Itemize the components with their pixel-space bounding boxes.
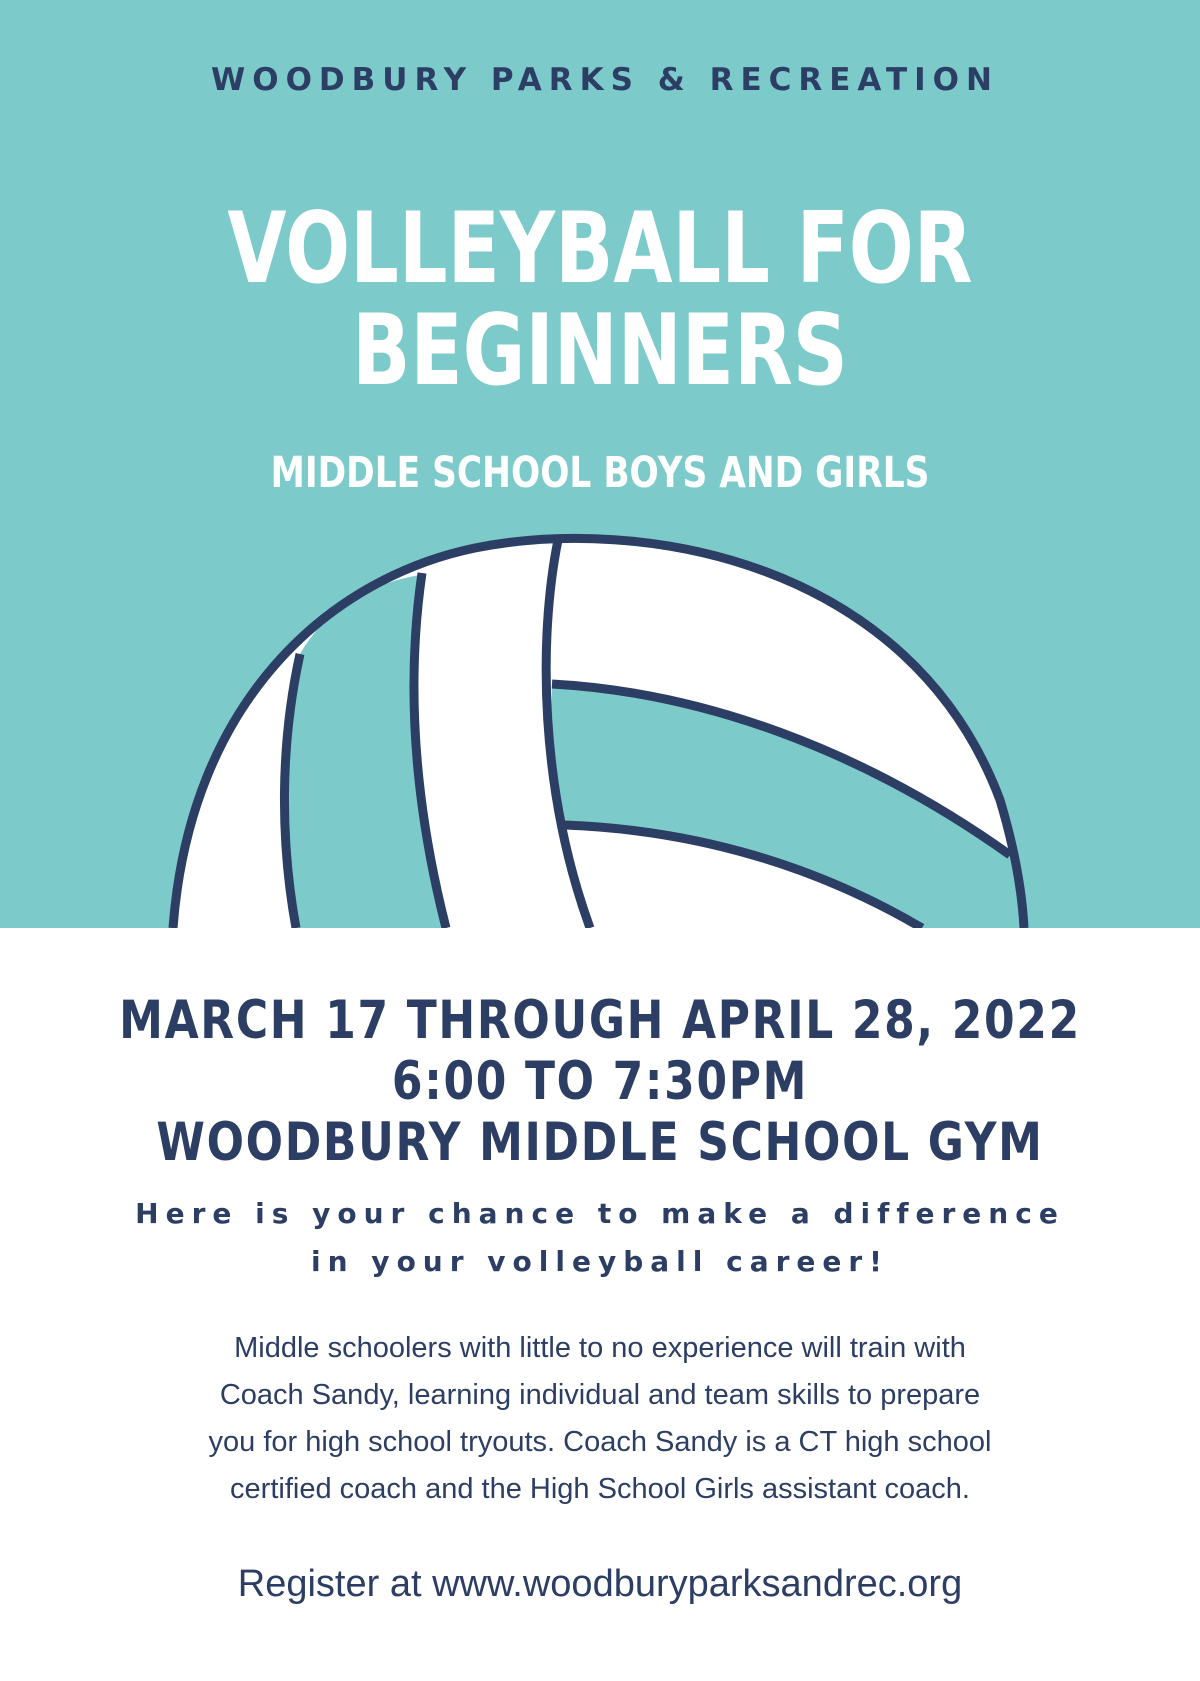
registration-info: Register at www.woodburyparksandrec.org	[237, 1563, 963, 1605]
description-line: Middle schoolers with little to no experience will train with	[234, 1332, 966, 1364]
program-description	[100, 1325, 1100, 1513]
title-line-1: VOLLEYBALL FOR	[227, 192, 973, 306]
event-dates: MARCH 17 THROUGH APRIL 28, 2022	[119, 990, 1081, 1051]
organization-name: WOODBURY PARKS & RECREATION	[211, 62, 999, 98]
event-time: 6:00 TO 7:30PM	[391, 1051, 809, 1112]
description-line: certified coach and the High School Girls assistant coach.	[230, 1473, 970, 1505]
title-line-2: BEGINNERS	[352, 294, 848, 408]
tagline-line-2: in your volleyball career!	[311, 1245, 889, 1278]
event-details	[102, 990, 1098, 1173]
description-line: you for high school tryouts. Coach Sandy is a CT high school	[208, 1426, 992, 1458]
tagline	[0, 1190, 1200, 1286]
event-location: WOODBURY MIDDLE SCHOOL GYM	[156, 1112, 1044, 1173]
description-line: Coach Sandy, learning individual and team skills to prepare	[219, 1379, 981, 1411]
tagline-line-1: Here is your chance to make a difference	[135, 1197, 1065, 1230]
audience-subtitle: MIDDLE SCHOOL BOYS AND GIRLS	[270, 448, 930, 498]
